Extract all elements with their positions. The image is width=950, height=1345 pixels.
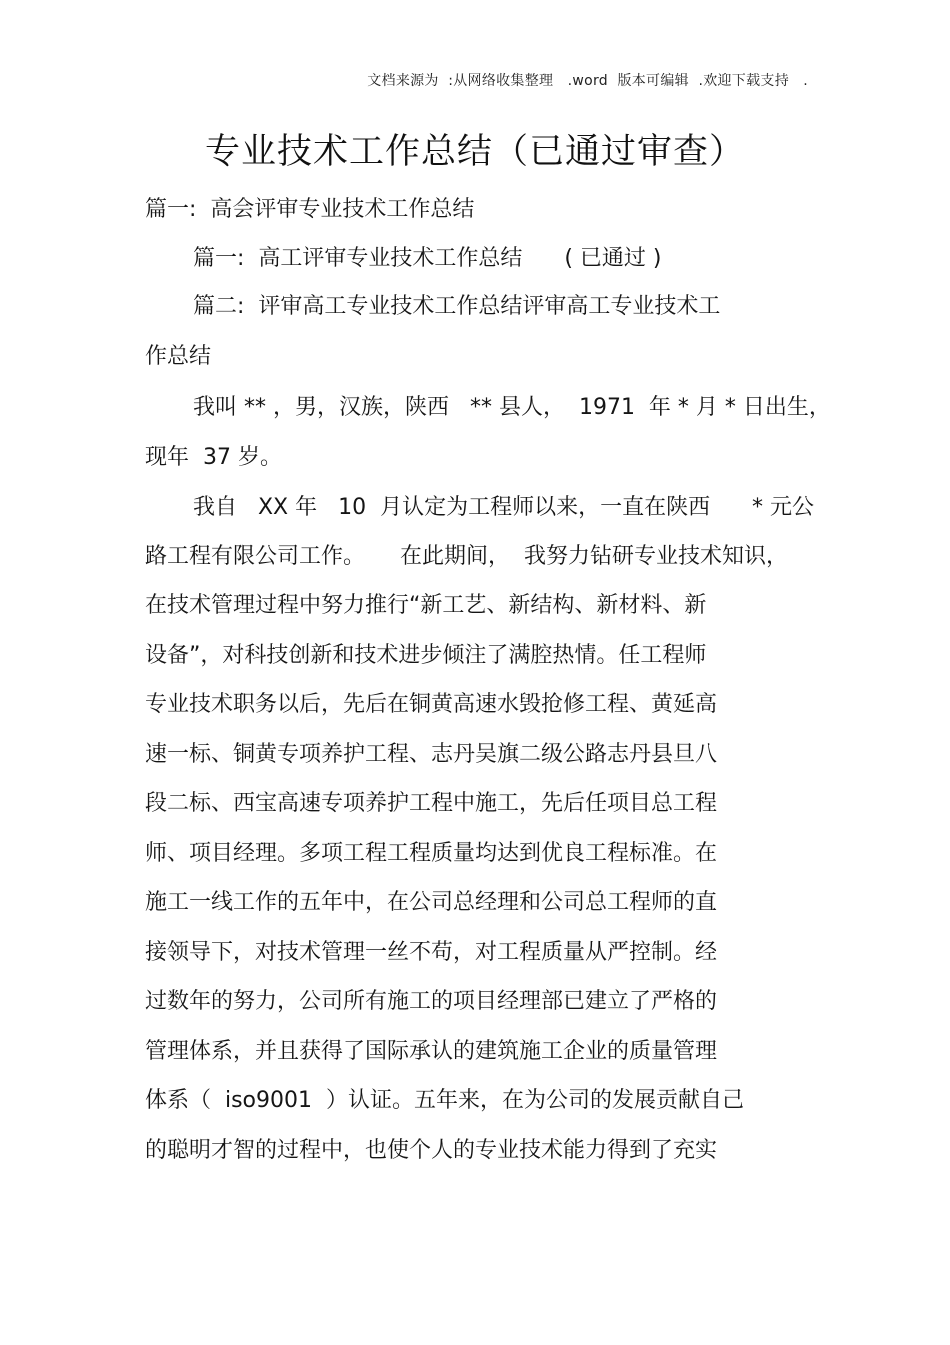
paragraph-line: 在技术管理过程中努力推行“新工艺、新结构、新材料、新 (145, 593, 707, 618)
paragraph-line: 我叫 ** ，男，汉族，陕西 ** 县人， 1971 年 * 月 * 日出生， (193, 395, 831, 420)
heading-line: 作总结 (145, 344, 212, 369)
heading-line: 篇一: 高工评审专业技术工作总结 ( 已通过 ) (193, 246, 662, 271)
paragraph-line: 师、项目经理。多项工程工程质量均达到优良工程标准。在 (145, 841, 718, 866)
source-note: 文档来源为 :从网络收集整理 .word 版本可编辑 .欢迎下载支持 . (367, 73, 808, 89)
paragraph-line: 专业技术职务以后，先后在铜黄高速水毁抢修工程、黄延高 (145, 692, 718, 717)
paragraph-line: 施工一线工作的五年中，在公司总经理和公司总工程师的直 (145, 890, 718, 915)
heading-line: 篇二: 评审高工专业技术工作总结评审高工专业技术工 (193, 294, 721, 319)
paragraph-line: 的聪明才智的过程中，也使个人的专业技术能力得到了充实 (145, 1138, 718, 1163)
paragraph-line: 速一标、铜黄专项养护工程、志丹吴旗二级公路志丹县旦八 (145, 742, 718, 767)
paragraph-line: 路工程有限公司工作。 在此期间， 我努力钻研专业技术知识， (145, 544, 788, 569)
paragraph-line: 体系（ iso9001 ）认证。五年来，在为公司的发展贡献自己 (145, 1088, 744, 1113)
paragraph-line: 接领导下，对技术管理一丝不苟，对工程质量从严控制。经 (145, 940, 718, 965)
paragraph-line: 过数年的努力，公司所有施工的项目经理部已建立了严格的 (145, 989, 718, 1014)
heading-line: 篇一: 高会评审专业技术工作总结 (145, 197, 475, 222)
paragraph-line: 我自 XX 年 10 月认定为工程师以来，一直在陕西 * 元公 (193, 495, 815, 520)
document-title: 专业技术工作总结（已通过审查） (204, 132, 745, 172)
paragraph-line: 现年 37 岁。 (145, 445, 282, 470)
paragraph-line: 段二标、西宝高速专项养护工程中施工，先后任项目总工程 (145, 791, 718, 816)
paragraph-line: 设备”，对科技创新和技术进步倾注了满腔热情。任工程师 (145, 643, 707, 668)
paragraph-line: 管理体系，并且获得了国际承认的建筑施工企业的质量管理 (145, 1039, 718, 1064)
